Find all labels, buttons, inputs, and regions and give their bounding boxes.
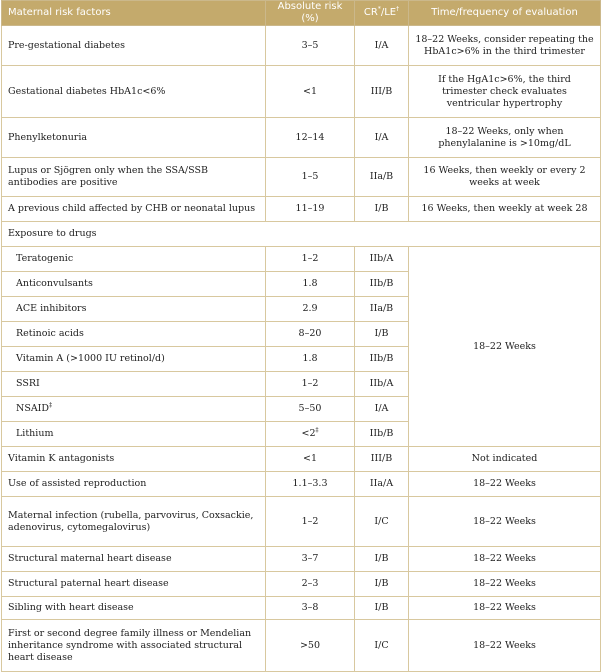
maternal-risk-table (1, 0, 601, 672)
cell-drug (2, 397, 266, 422)
table-row (2, 158, 601, 197)
cell-cr-le: I/C (355, 620, 409, 672)
cell-risk: >50 (266, 620, 355, 672)
cell-cr-le: IIb/B (355, 347, 409, 372)
table-row (2, 118, 601, 158)
cell-drug: Retinoic acids (2, 322, 266, 347)
cell-time: 18–22 Weeks, consider repeating the HbA1c>6% in the third trimester (409, 26, 601, 66)
cell-cr-le: I/B (355, 597, 409, 620)
cell-drug: Lithium (2, 422, 266, 447)
table-row (2, 620, 601, 672)
cell-factor: Structural paternal heart disease (2, 572, 266, 597)
cell-cr-le: I/A (355, 26, 409, 66)
cell-drug: Vitamin A (>1000 IU retinol/d) (2, 347, 266, 372)
cell-time: 18–22 Weeks (409, 620, 601, 672)
cell-time: 16 Weeks, then weekly or every 2 weeks at week (409, 158, 601, 197)
table-row (2, 597, 601, 620)
cell-drug: Teratogenic (2, 247, 266, 272)
cell-cr-le: I/C (355, 497, 409, 547)
cell-risk: 1–2 (266, 247, 355, 272)
cell-risk: 1.8 (266, 347, 355, 372)
cell-factor: First or second degree family illness or Mendelian inheritance syndrome with associated structural heart disease (2, 620, 266, 672)
cell-cr-le: III/B (355, 66, 409, 118)
cell-risk: <1 (266, 447, 355, 472)
cell-risk: 3–5 (266, 26, 355, 66)
cell-risk: 8–20 (266, 322, 355, 347)
cell-factor: Structural maternal heart disease (2, 547, 266, 572)
cell-risk: 2–3 (266, 572, 355, 597)
cell-risk: 1.8 (266, 272, 355, 297)
cell-risk: 1–2 (266, 497, 355, 547)
cell-factor: Phenylketonuria (2, 118, 266, 158)
risk-value: <2 (301, 428, 316, 439)
cell-risk: 1–5 (266, 158, 355, 197)
cell-cr-le: I/B (355, 547, 409, 572)
cell-factor: Gestational diabetes HbA1c<6% (2, 66, 266, 118)
cell-drug: SSRI (2, 372, 266, 397)
header-factor: Maternal risk factors (2, 1, 266, 26)
cell-cr-le: IIa/B (355, 297, 409, 322)
cell-cr-le: IIb/A (355, 372, 409, 397)
cell-factor: Vitamin K antagonists (2, 447, 266, 472)
cell-time: 18–22 Weeks (409, 572, 601, 597)
cell-risk: 1–2 (266, 372, 355, 397)
cell-factor: Lupus or Sjögren only when the SSA/SSB antibodies are positive (2, 158, 266, 197)
drugs-heading: Exposure to drugs (2, 222, 601, 247)
cell-cr-le: I/A (355, 118, 409, 158)
table-row (2, 497, 601, 547)
table-row (2, 66, 601, 118)
cell-time: 18–22 Weeks (409, 597, 601, 620)
cell-risk: 3–8 (266, 597, 355, 620)
footnote-mark: ‡ (49, 401, 53, 409)
cell-time: If the HgA1c>6%, the third trimester check evaluates ventricular hypertrophy (409, 66, 601, 118)
header-cr-sup: * (377, 5, 381, 13)
table-row (2, 547, 601, 572)
cell-cr-le: I/B (355, 322, 409, 347)
drug-name: NSAID (16, 403, 50, 414)
table-row (2, 472, 601, 497)
header-le-sup: † (396, 5, 400, 13)
table-row (2, 26, 601, 66)
table-row (2, 572, 601, 597)
cell-time: 18–22 Weeks (409, 497, 601, 547)
cell-risk: 2.9 (266, 297, 355, 322)
cell-drug: ACE inhibitors (2, 297, 266, 322)
header-time: Time/frequency of evaluation (409, 1, 601, 26)
table-row (2, 197, 601, 222)
cell-cr-le: IIa/A (355, 472, 409, 497)
cell-risk: 5–50 (266, 397, 355, 422)
cell-time: 18–22 Weeks (409, 547, 601, 572)
cell-risk (266, 422, 355, 447)
cell-factor: Pre-gestational diabetes (2, 26, 266, 66)
table-row (2, 447, 601, 472)
section-row-drugs (2, 222, 601, 247)
cell-time: 18–22 Weeks, only when phenylalanine is >10mg/dL (409, 118, 601, 158)
cell-time: 16 Weeks, then weekly at week 28 (409, 197, 601, 222)
cell-factor: Maternal infection (rubella, parvovirus, Coxsackie, adenovirus, cytomegalovirus) (2, 497, 266, 547)
cell-drug: Anticonvulsants (2, 272, 266, 297)
cell-cr-le: I/B (355, 572, 409, 597)
cell-cr-le: III/B (355, 447, 409, 472)
cell-time: Not indicated (409, 447, 601, 472)
header-risk: Absolute risk (%) (266, 1, 355, 26)
drugs-time-cell: 18–22 Weeks (409, 247, 601, 447)
table-header (2, 1, 601, 26)
cell-cr-le: I/B (355, 197, 409, 222)
cell-risk: 1.1–3.3 (266, 472, 355, 497)
cell-risk: 11–19 (266, 197, 355, 222)
cell-factor: Sibling with heart disease (2, 597, 266, 620)
header-cr: CR (363, 7, 378, 18)
header-cr-le (355, 1, 409, 26)
cell-cr-le: IIb/A (355, 247, 409, 272)
cell-factor: Use of assisted reproduction (2, 472, 266, 497)
cell-risk: 12–14 (266, 118, 355, 158)
cell-time: 18–22 Weeks (409, 472, 601, 497)
header-le: /LE (380, 7, 397, 18)
cell-cr-le: I/A (355, 397, 409, 422)
cell-cr-le: IIb/B (355, 272, 409, 297)
cell-cr-le: IIa/B (355, 158, 409, 197)
cell-factor: A previous child affected by CHB or neonatal lupus (2, 197, 266, 222)
cell-cr-le: IIb/B (355, 422, 409, 447)
drug-row (2, 247, 601, 272)
footnote-mark: ‡ (315, 426, 319, 434)
cell-risk: <1 (266, 66, 355, 118)
cell-risk: 3–7 (266, 547, 355, 572)
